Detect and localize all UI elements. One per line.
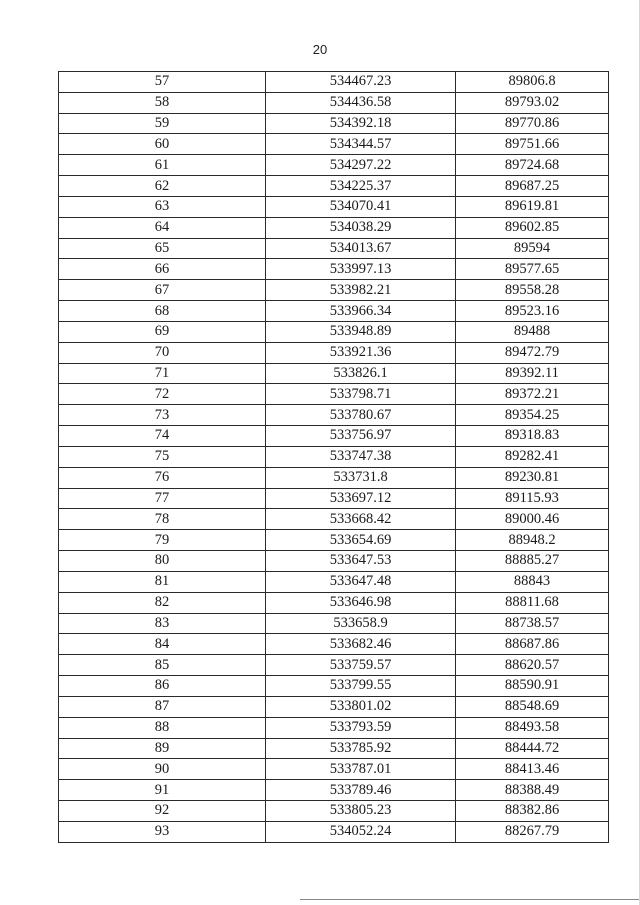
- y-coordinate-cell: 89770.86: [456, 113, 609, 134]
- point-number-cell: 73: [59, 405, 266, 426]
- x-coordinate-cell: 533921.36: [266, 342, 456, 363]
- point-number-cell: 58: [59, 92, 266, 113]
- point-number-cell: 79: [59, 530, 266, 551]
- x-coordinate-cell: 533654.69: [266, 530, 456, 551]
- table-row: [59, 363, 609, 384]
- table-row: [59, 655, 609, 676]
- table-row: [59, 134, 609, 155]
- point-number-cell: 76: [59, 467, 266, 488]
- point-number-cell: 75: [59, 446, 266, 467]
- x-coordinate-cell: 533658.9: [266, 613, 456, 634]
- point-number-cell: 78: [59, 509, 266, 530]
- point-number-cell: 83: [59, 613, 266, 634]
- y-coordinate-cell: 88620.57: [456, 655, 609, 676]
- x-coordinate-cell: 533785.92: [266, 738, 456, 759]
- table-row: [59, 238, 609, 259]
- x-coordinate-cell: 534467.23: [266, 72, 456, 93]
- y-coordinate-cell: 89115.93: [456, 488, 609, 509]
- x-coordinate-cell: 533948.89: [266, 321, 456, 342]
- x-coordinate-cell: 533982.21: [266, 280, 456, 301]
- table-row: [59, 384, 609, 405]
- x-coordinate-cell: 534070.41: [266, 196, 456, 217]
- y-coordinate-cell: 89392.11: [456, 363, 609, 384]
- point-number-cell: 90: [59, 759, 266, 780]
- x-coordinate-cell: 533759.57: [266, 655, 456, 676]
- x-coordinate-cell: 533756.97: [266, 426, 456, 447]
- table-row: [59, 280, 609, 301]
- point-number-cell: 86: [59, 676, 266, 697]
- y-coordinate-cell: 89318.83: [456, 426, 609, 447]
- point-number-cell: 84: [59, 634, 266, 655]
- point-number-cell: 67: [59, 280, 266, 301]
- table-row: [59, 321, 609, 342]
- x-coordinate-cell: 533798.71: [266, 384, 456, 405]
- point-number-cell: 64: [59, 217, 266, 238]
- y-coordinate-cell: 89594: [456, 238, 609, 259]
- x-coordinate-cell: 533997.13: [266, 259, 456, 280]
- bottom-rule: [300, 899, 640, 900]
- x-coordinate-cell: 533647.53: [266, 551, 456, 572]
- point-number-cell: 62: [59, 176, 266, 197]
- point-number-cell: 61: [59, 155, 266, 176]
- x-coordinate-cell: 533747.38: [266, 446, 456, 467]
- table-row: [59, 72, 609, 93]
- point-number-cell: 66: [59, 259, 266, 280]
- table-row: [59, 759, 609, 780]
- table-row: [59, 467, 609, 488]
- point-number-cell: 57: [59, 72, 266, 93]
- y-coordinate-cell: 88738.57: [456, 613, 609, 634]
- x-coordinate-cell: 534344.57: [266, 134, 456, 155]
- table-row: [59, 92, 609, 113]
- table-row: [59, 592, 609, 613]
- x-coordinate-cell: 533966.34: [266, 301, 456, 322]
- point-number-cell: 68: [59, 301, 266, 322]
- table-row: [59, 800, 609, 821]
- y-coordinate-cell: 88444.72: [456, 738, 609, 759]
- point-number-cell: 71: [59, 363, 266, 384]
- point-number-cell: 93: [59, 821, 266, 842]
- coordinates-table: [58, 71, 609, 843]
- y-coordinate-cell: 88548.69: [456, 696, 609, 717]
- x-coordinate-cell: 533731.8: [266, 467, 456, 488]
- table-row: [59, 780, 609, 801]
- x-coordinate-cell: 533826.1: [266, 363, 456, 384]
- x-coordinate-cell: 533646.98: [266, 592, 456, 613]
- x-coordinate-cell: 534038.29: [266, 217, 456, 238]
- point-number-cell: 85: [59, 655, 266, 676]
- x-coordinate-cell: 533647.48: [266, 571, 456, 592]
- point-number-cell: 87: [59, 696, 266, 717]
- y-coordinate-cell: 88388.49: [456, 780, 609, 801]
- table-row: [59, 821, 609, 842]
- y-coordinate-cell: 88267.79: [456, 821, 609, 842]
- y-coordinate-cell: 89793.02: [456, 92, 609, 113]
- table-row: [59, 342, 609, 363]
- y-coordinate-cell: 89577.65: [456, 259, 609, 280]
- x-coordinate-cell: 533682.46: [266, 634, 456, 655]
- table-row: [59, 717, 609, 738]
- y-coordinate-cell: 89372.21: [456, 384, 609, 405]
- point-number-cell: 59: [59, 113, 266, 134]
- table-row: [59, 738, 609, 759]
- table-row: [59, 613, 609, 634]
- x-coordinate-cell: 533697.12: [266, 488, 456, 509]
- table-row: [59, 509, 609, 530]
- point-number-cell: 92: [59, 800, 266, 821]
- point-number-cell: 82: [59, 592, 266, 613]
- table-row: [59, 155, 609, 176]
- point-number-cell: 88: [59, 717, 266, 738]
- table-row: [59, 530, 609, 551]
- x-coordinate-cell: 533799.55: [266, 676, 456, 697]
- table-row: [59, 676, 609, 697]
- point-number-cell: 74: [59, 426, 266, 447]
- y-coordinate-cell: 88843: [456, 571, 609, 592]
- y-coordinate-cell: 89602.85: [456, 217, 609, 238]
- table-row: [59, 113, 609, 134]
- point-number-cell: 60: [59, 134, 266, 155]
- point-number-cell: 89: [59, 738, 266, 759]
- x-coordinate-cell: 533668.42: [266, 509, 456, 530]
- y-coordinate-cell: 88590.91: [456, 676, 609, 697]
- table-row: [59, 259, 609, 280]
- y-coordinate-cell: 89282.41: [456, 446, 609, 467]
- point-number-cell: 63: [59, 196, 266, 217]
- y-coordinate-cell: 89806.8: [456, 72, 609, 93]
- page-number: 20: [312, 42, 328, 57]
- point-number-cell: 70: [59, 342, 266, 363]
- coordinates-table-body: [59, 72, 609, 843]
- y-coordinate-cell: 88811.68: [456, 592, 609, 613]
- point-number-cell: 80: [59, 551, 266, 572]
- y-coordinate-cell: 89724.68: [456, 155, 609, 176]
- x-coordinate-cell: 534225.37: [266, 176, 456, 197]
- table-row: [59, 301, 609, 322]
- y-coordinate-cell: 89751.66: [456, 134, 609, 155]
- table-row: [59, 488, 609, 509]
- x-coordinate-cell: 533805.23: [266, 800, 456, 821]
- point-number-cell: 69: [59, 321, 266, 342]
- x-coordinate-cell: 533787.01: [266, 759, 456, 780]
- y-coordinate-cell: 88493.58: [456, 717, 609, 738]
- y-coordinate-cell: 89354.25: [456, 405, 609, 426]
- y-coordinate-cell: 89619.81: [456, 196, 609, 217]
- x-coordinate-cell: 533789.46: [266, 780, 456, 801]
- y-coordinate-cell: 89472.79: [456, 342, 609, 363]
- table-row: [59, 571, 609, 592]
- y-coordinate-cell: 88948.2: [456, 530, 609, 551]
- y-coordinate-cell: 89000.46: [456, 509, 609, 530]
- y-coordinate-cell: 89687.25: [456, 176, 609, 197]
- point-number-cell: 65: [59, 238, 266, 259]
- x-coordinate-cell: 534297.22: [266, 155, 456, 176]
- x-coordinate-cell: 533780.67: [266, 405, 456, 426]
- x-coordinate-cell: 534392.18: [266, 113, 456, 134]
- y-coordinate-cell: 88382.86: [456, 800, 609, 821]
- y-coordinate-cell: 89230.81: [456, 467, 609, 488]
- x-coordinate-cell: 533801.02: [266, 696, 456, 717]
- x-coordinate-cell: 534013.67: [266, 238, 456, 259]
- y-coordinate-cell: 89523.16: [456, 301, 609, 322]
- y-coordinate-cell: 88687.86: [456, 634, 609, 655]
- point-number-cell: 91: [59, 780, 266, 801]
- x-coordinate-cell: 534436.58: [266, 92, 456, 113]
- table-row: [59, 634, 609, 655]
- table-row: [59, 217, 609, 238]
- table-row: [59, 551, 609, 572]
- point-number-cell: 77: [59, 488, 266, 509]
- point-number-cell: 81: [59, 571, 266, 592]
- table-row: [59, 196, 609, 217]
- x-coordinate-cell: 533793.59: [266, 717, 456, 738]
- table-row: [59, 176, 609, 197]
- table-row: [59, 696, 609, 717]
- y-coordinate-cell: 88885.27: [456, 551, 609, 572]
- x-coordinate-cell: 534052.24: [266, 821, 456, 842]
- table-row: [59, 426, 609, 447]
- y-coordinate-cell: 89558.28: [456, 280, 609, 301]
- table-row: [59, 446, 609, 467]
- table-row: [59, 405, 609, 426]
- y-coordinate-cell: 88413.46: [456, 759, 609, 780]
- y-coordinate-cell: 89488: [456, 321, 609, 342]
- point-number-cell: 72: [59, 384, 266, 405]
